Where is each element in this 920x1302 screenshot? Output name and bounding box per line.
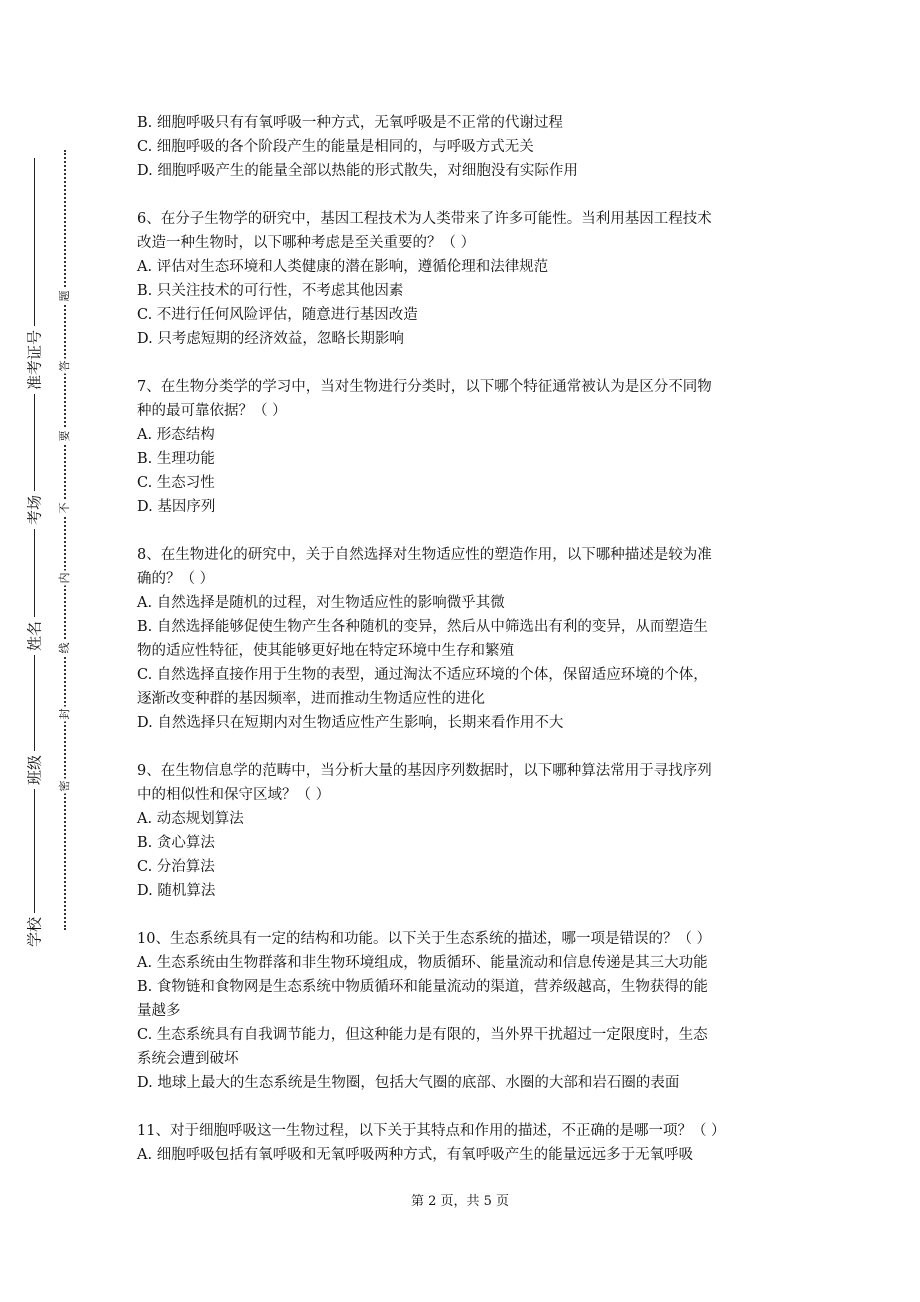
option-a: A. 细胞呼吸包括有氧呼吸和无氧呼吸两种方式，有氧呼吸产生的能量远远多于无氧呼吸 [137,1147,694,1163]
field-name-label: 姓名 [22,617,47,655]
question-stem: 6、在分子生物学的研究中，基因工程技术为人类带来了许多可能性。当利用基因工程技术 [137,211,712,227]
option-d: D. 自然选择只在短期内对生物适应性产生影响，长期来看作用不大 [137,715,564,731]
seal-char: 要 [58,430,71,442]
field-school-label: 学校 [22,913,47,951]
option-d: D. 细胞呼吸产生的能量全部以热能的形式散失，对细胞没有实际作用 [137,163,578,179]
option-d: D. 随机算法 [137,883,216,899]
option-c-continued: 逐渐改变种群的基因频率，进而推动生物适应性的进化 [137,691,485,707]
seal-line [64,150,66,930]
question-5-continued [137,111,787,183]
question-stem: 改造一种生物时，以下哪种考虑是至关重要的？（ ） [137,235,476,251]
option-c: C. 分治算法 [137,859,215,875]
question-stem: 确的？（ ） [137,571,215,587]
option-c: C. 生态习性 [137,475,215,491]
binding-margin [0,0,110,1302]
option-c: C. 不进行任何风险评估，随意进行基因改造 [137,307,418,323]
option-c: C. 生态系统具有自我调节能力，但这种能力是有限的，当外界干扰超过一定限度时，生态 [137,1027,708,1043]
seal-char: 密 [58,780,71,792]
option-a: A. 动态规划算法 [137,811,244,827]
option-d: D. 只考虑短期的经济效益，忽略长期影响 [137,331,404,347]
fill-in-line [34,158,35,938]
seal-char: 线 [58,642,71,654]
question-6 [137,207,787,351]
option-b: B. 食物链和食物网是生态系统中物质循环和能量流动的渠道，营养级越高，生物获得的能 [137,979,708,995]
question-11 [137,1119,787,1167]
seal-char: 不 [58,502,71,514]
question-stem: 9、在生物信息学的范畴中，当分析大量的基因序列数据时，以下哪种算法常用于寻找序列 [137,763,712,779]
option-d: D. 地球上最大的生态系统是生物圈，包括大气圈的底部、水圈的大部和岩石圈的表面 [137,1075,680,1091]
option-b: B. 细胞呼吸只有有氧呼吸一种方式，无氧呼吸是不正常的代谢过程 [137,115,563,131]
option-c: C. 细胞呼吸的各个阶段产生的能量是相同的，与呼吸方式无关 [137,139,534,155]
question-stem: 种的最可靠依据？（ ） [137,403,287,419]
option-a: A. 自然选择是随机的过程，对生物适应性的影响微乎其微 [137,595,505,611]
option-b: B. 自然选择能够促使生物产生各种随机的变异，然后从中筛选出有利的变异，从而塑造生 [137,619,708,635]
question-stem: 7、在生物分类学的学习中，当对生物进行分类时，以下哪个特征通常被认为是区分不同物 [137,379,712,395]
field-class-label: 班级 [22,751,47,789]
seal-char: 题 [58,290,71,302]
question-stem: 11、对于细胞呼吸这一生物过程，以下关于其特点和作用的描述，不正确的是哪一项？（ ） [137,1123,726,1139]
question-9 [137,759,787,903]
question-8 [137,543,787,735]
seal-char: 答 [58,360,71,372]
seal-char: 内 [58,572,71,584]
option-a: A. 评估对生态环境和人类健康的潜在影响，遵循伦理和法律规范 [137,259,549,275]
option-a: A. 形态结构 [137,427,215,443]
option-b-continued: 物的适应性特征，使其能够更好地在特定环境中生存和繁殖 [137,643,514,659]
question-stem: 中的相似性和保守区域？（ ） [137,787,331,803]
question-7 [137,375,787,519]
option-a: A. 生态系统由生物群落和非生物环境组成，物质循环、能量流动和信息传递是其三大功能 [137,955,708,971]
question-stem: 8、在生物进化的研究中，关于自然选择对生物适应性的塑造作用，以下哪种描述是较为准 [137,547,712,563]
field-exam-room-label: 考场 [22,491,47,529]
option-b-continued: 量越多 [137,1003,181,1019]
page-number: 第 2 页，共 5 页 [410,1194,510,1209]
option-d: D. 基因序列 [137,499,216,515]
seal-char: 封 [58,708,71,720]
question-stem: 10、生态系统具有一定的结构和功能。以下关于生态系统的描述，哪一项是错误的？（ ） [137,931,712,947]
question-10 [137,927,787,1095]
option-c: C. 自然选择直接作用于生物的表型，通过淘汰不适应环境的个体，保留适应环境的个体， [137,667,708,683]
question-list [137,111,787,1167]
option-b: B. 只关注技术的可行性，不考虑其他因素 [137,283,404,299]
option-b: B. 生理功能 [137,451,215,467]
option-c-continued: 系统会遭到破坏 [137,1051,239,1067]
field-exam-number-label: 准考证号 [22,326,47,394]
option-b: B. 贪心算法 [137,835,215,851]
